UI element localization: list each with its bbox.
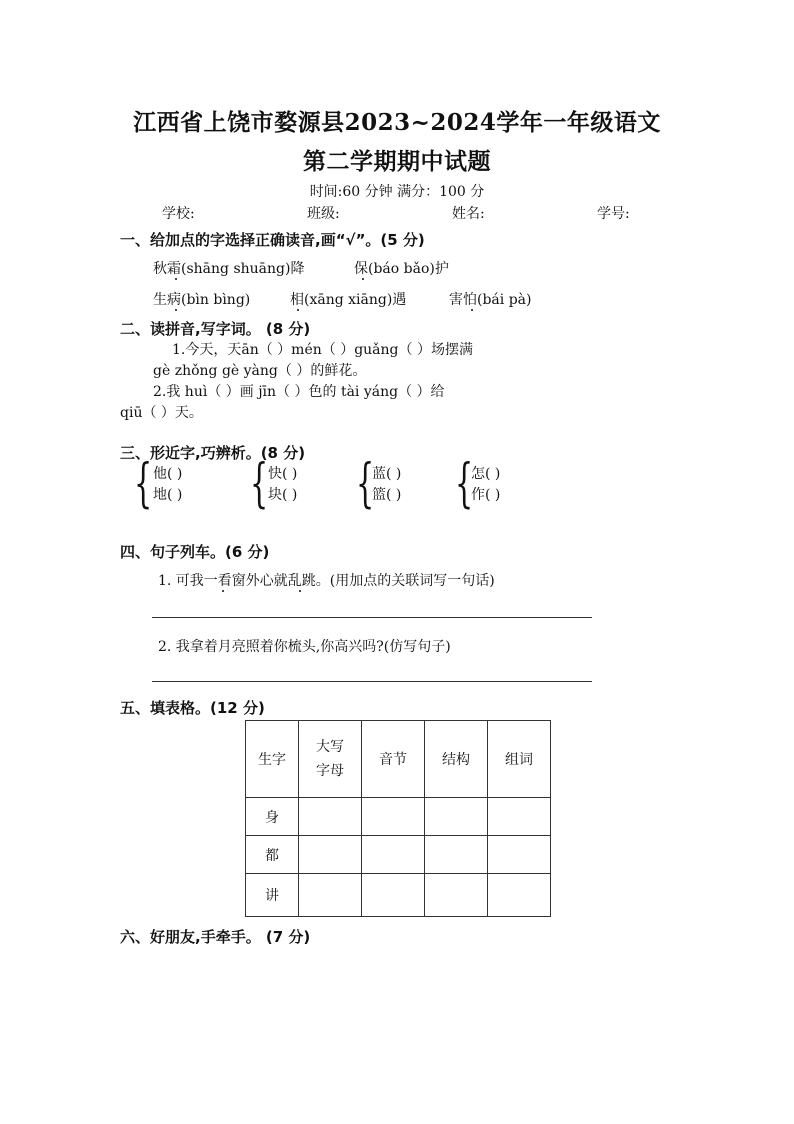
emphasis-dot bbox=[175, 278, 177, 280]
field-class: 班级: bbox=[307, 206, 340, 222]
table-header-cell: 组词 bbox=[488, 721, 551, 798]
answer-cell[interactable] bbox=[362, 836, 425, 874]
section-4-heading: 四、句子列车。(6 分) bbox=[120, 543, 270, 561]
answer-cell[interactable] bbox=[488, 874, 551, 917]
character-table bbox=[245, 720, 551, 917]
left-brace-icon: { bbox=[356, 454, 375, 514]
emphasis-dot bbox=[362, 278, 364, 280]
answer-line-1[interactable] bbox=[152, 617, 592, 618]
section-1-heading: 一、给加点的字选择正确读音,画“√”。(5 分) bbox=[120, 231, 425, 249]
section-2-heading: 二、读拼音,写字词。 (8 分) bbox=[120, 320, 311, 338]
s2-line-3: 2.我 huì（ ）画 jīn（ ）色的 tài yáng（ ）给 bbox=[153, 384, 445, 400]
table-row-char: 讲 bbox=[246, 874, 299, 917]
answer-line-2[interactable] bbox=[152, 681, 592, 682]
answer-cell[interactable] bbox=[299, 798, 362, 836]
time-score-line: 时间:60 分钟 满分：100 分 bbox=[309, 184, 485, 200]
s3-char-kuai2: 块( ) bbox=[268, 487, 298, 503]
s3-char-zen: 怎( ) bbox=[471, 466, 501, 482]
page-title-line2: 第二学期期中试题 bbox=[303, 148, 491, 175]
table-header-cell: 音节 bbox=[362, 721, 425, 798]
s1-item-qiushuangjiang: 秋霜(shāng shuāng)降 bbox=[153, 261, 305, 277]
table-row bbox=[246, 874, 551, 917]
answer-cell[interactable] bbox=[425, 836, 488, 874]
emphasis-dot bbox=[297, 309, 299, 311]
table-row-char: 都 bbox=[246, 836, 299, 874]
field-student-id: 学号: bbox=[597, 206, 630, 222]
left-brace-icon: { bbox=[134, 454, 153, 514]
page-title-line1: 江西省上饶市婺源县2023~2024学年一年级语文 bbox=[133, 109, 661, 136]
emphasis-dot bbox=[175, 309, 177, 311]
s3-char-di: 地( ) bbox=[153, 487, 183, 503]
answer-cell[interactable] bbox=[425, 874, 488, 917]
field-school: 学校: bbox=[162, 206, 195, 222]
s2-line-1: 1.今天，天ān（ ）mén（ ）guǎng（ ）场摆满 bbox=[172, 342, 473, 358]
table-row bbox=[246, 836, 551, 874]
section-5-heading: 五、填表格。(12 分) bbox=[120, 699, 265, 717]
s3-char-kuai: 快( ) bbox=[268, 466, 298, 482]
table-header-cell: 生字 bbox=[246, 721, 299, 798]
answer-cell[interactable] bbox=[299, 874, 362, 917]
emphasis-dot bbox=[299, 590, 301, 592]
section-6-heading: 六、好朋友,手牵手。 (7 分) bbox=[120, 928, 311, 946]
left-brace-icon: { bbox=[250, 454, 269, 514]
s4-question-2: 2. 我拿着月亮照着你梳头,你高兴吗?(仿写句子) bbox=[158, 639, 451, 655]
s1-item-haipa: 害怕(bái pà) bbox=[449, 292, 532, 308]
s3-char-lan2: 篮( ) bbox=[372, 487, 402, 503]
answer-cell[interactable] bbox=[362, 798, 425, 836]
table-header-cell: 结构 bbox=[425, 721, 488, 798]
emphasis-dot bbox=[471, 309, 473, 311]
answer-cell[interactable] bbox=[488, 836, 551, 874]
field-name: 姓名: bbox=[452, 206, 485, 222]
s3-char-ta: 他( ) bbox=[153, 466, 183, 482]
s3-char-zuo: 作( ) bbox=[471, 487, 501, 503]
s1-item-baohu: 保(báo bǎo)护 bbox=[354, 261, 449, 277]
answer-cell[interactable] bbox=[362, 874, 425, 917]
s2-line-2: gè zhǒng gè yàng（ ）的鲜花。 bbox=[153, 363, 367, 379]
table-row-char: 身 bbox=[246, 798, 299, 836]
table-row bbox=[246, 798, 551, 836]
s3-char-lan: 蓝( ) bbox=[372, 466, 402, 482]
s4-question-1: 1. 可我一看窗外心就乱跳。(用加点的关联词写一句话) bbox=[158, 573, 495, 589]
s2-line-4: qiū（ ）天。 bbox=[120, 405, 203, 421]
answer-cell[interactable] bbox=[299, 836, 362, 874]
emphasis-dot bbox=[222, 590, 224, 592]
section-3-heading: 三、形近字,巧辨析。(8 分) bbox=[120, 444, 306, 462]
answer-cell[interactable] bbox=[425, 798, 488, 836]
answer-cell[interactable] bbox=[488, 798, 551, 836]
s1-item-shengbing: 生病(bìn bìng) bbox=[153, 292, 251, 308]
table-header-cell: 大写 字母 bbox=[299, 721, 362, 798]
left-brace-icon: { bbox=[455, 454, 474, 514]
s1-item-xiangyu: 相(xāng xiāng)遇 bbox=[290, 292, 407, 308]
